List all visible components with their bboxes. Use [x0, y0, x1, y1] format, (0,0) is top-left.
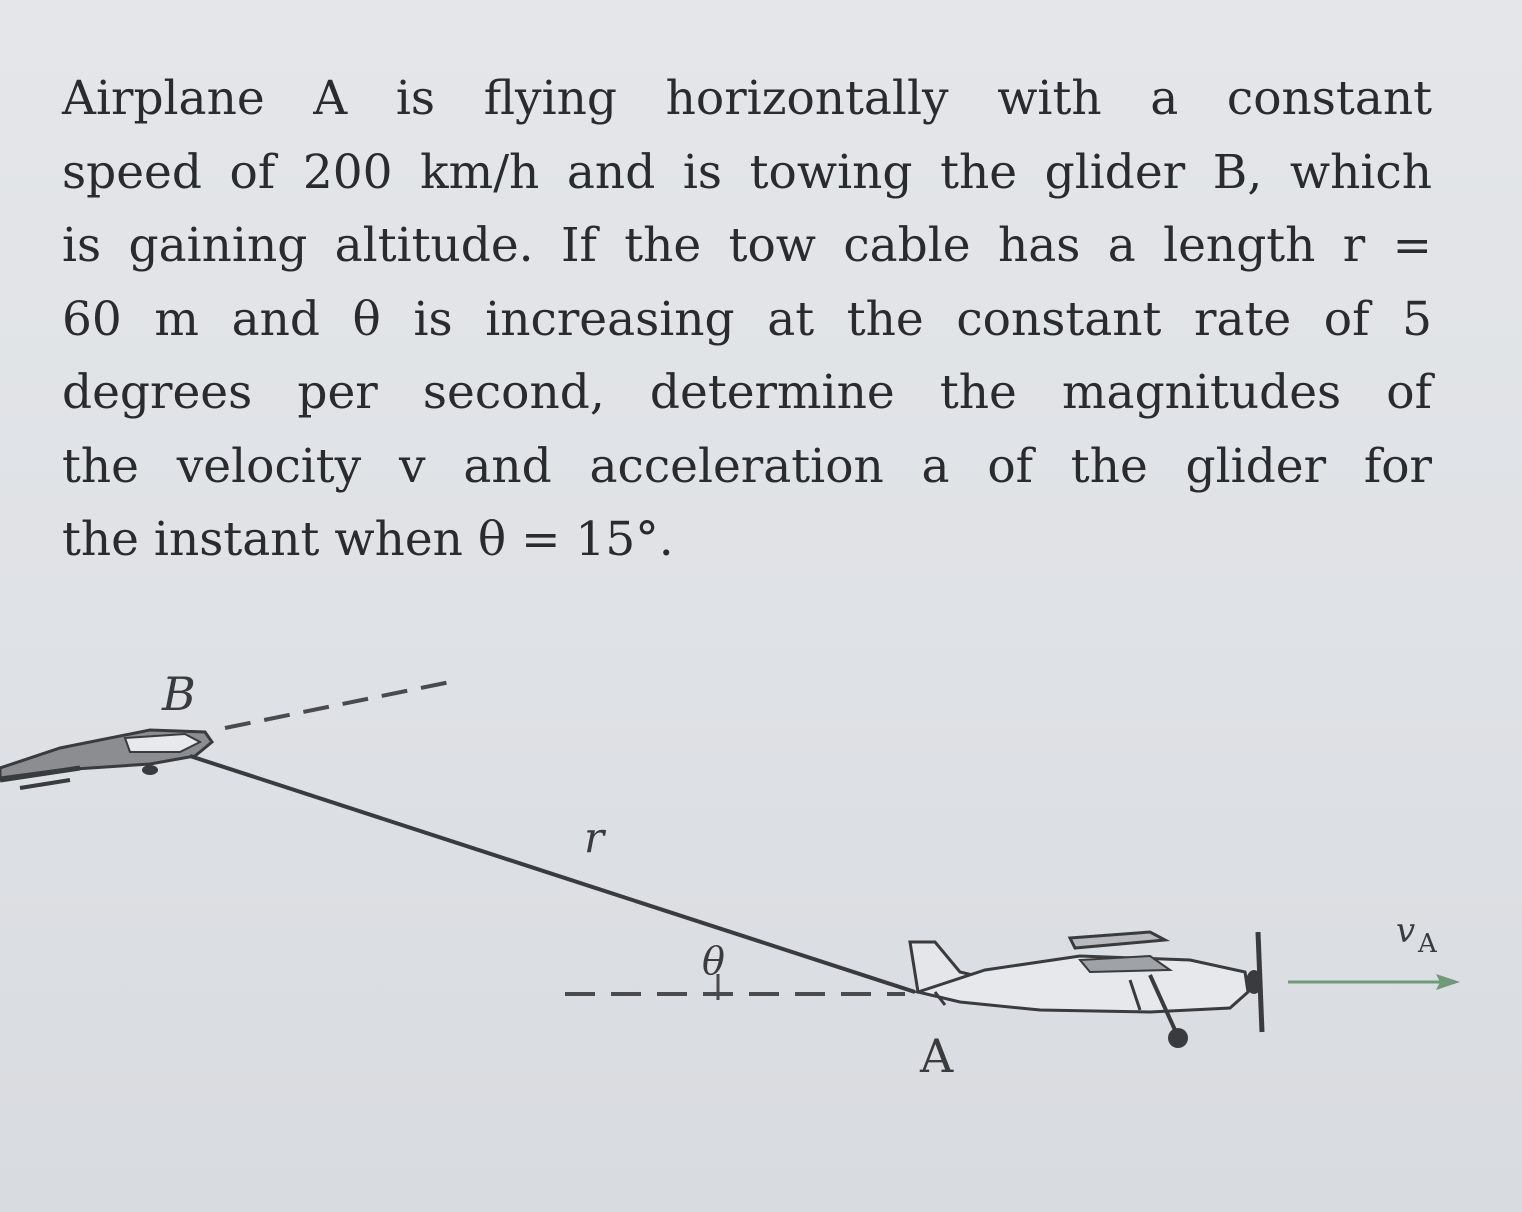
label-angle-theta: θ — [702, 939, 725, 983]
figure-diagram — [0, 620, 1522, 1140]
problem-line: speed of 200 km/h and is towing the glider B, which — [62, 144, 1432, 200]
figure-glider-tow — [0, 620, 1522, 1140]
problem-line: degrees per second, determine the magnitudes of — [62, 365, 1432, 420]
problem-line: the instant when θ = 15°. — [62, 512, 674, 567]
label-velocity-v: v — [1396, 911, 1416, 951]
velocity-arrow — [1288, 974, 1460, 990]
glider-icon — [0, 730, 212, 788]
problem-line: 60 m and θ is increasing at the constant rate of 5 — [62, 291, 1432, 347]
airplane-icon — [910, 932, 1262, 1048]
glider-reference-dashed-line — [225, 682, 450, 728]
label-airplane-a: A — [920, 1029, 954, 1083]
tow-cable-line — [190, 756, 915, 992]
problem-line: is gaining altitude. If the tow cable has a length r = — [62, 218, 1432, 273]
label-glider-b: B — [162, 667, 196, 721]
label-velocity-subscript: A — [1418, 929, 1437, 959]
problem-line: Airplane A is flying horizontally with a constant — [62, 71, 1432, 126]
problem-line: the velocity v and acceleration a of the glider for — [62, 438, 1432, 494]
label-cable-r: r — [584, 813, 605, 862]
problem-statement — [62, 62, 1432, 577]
